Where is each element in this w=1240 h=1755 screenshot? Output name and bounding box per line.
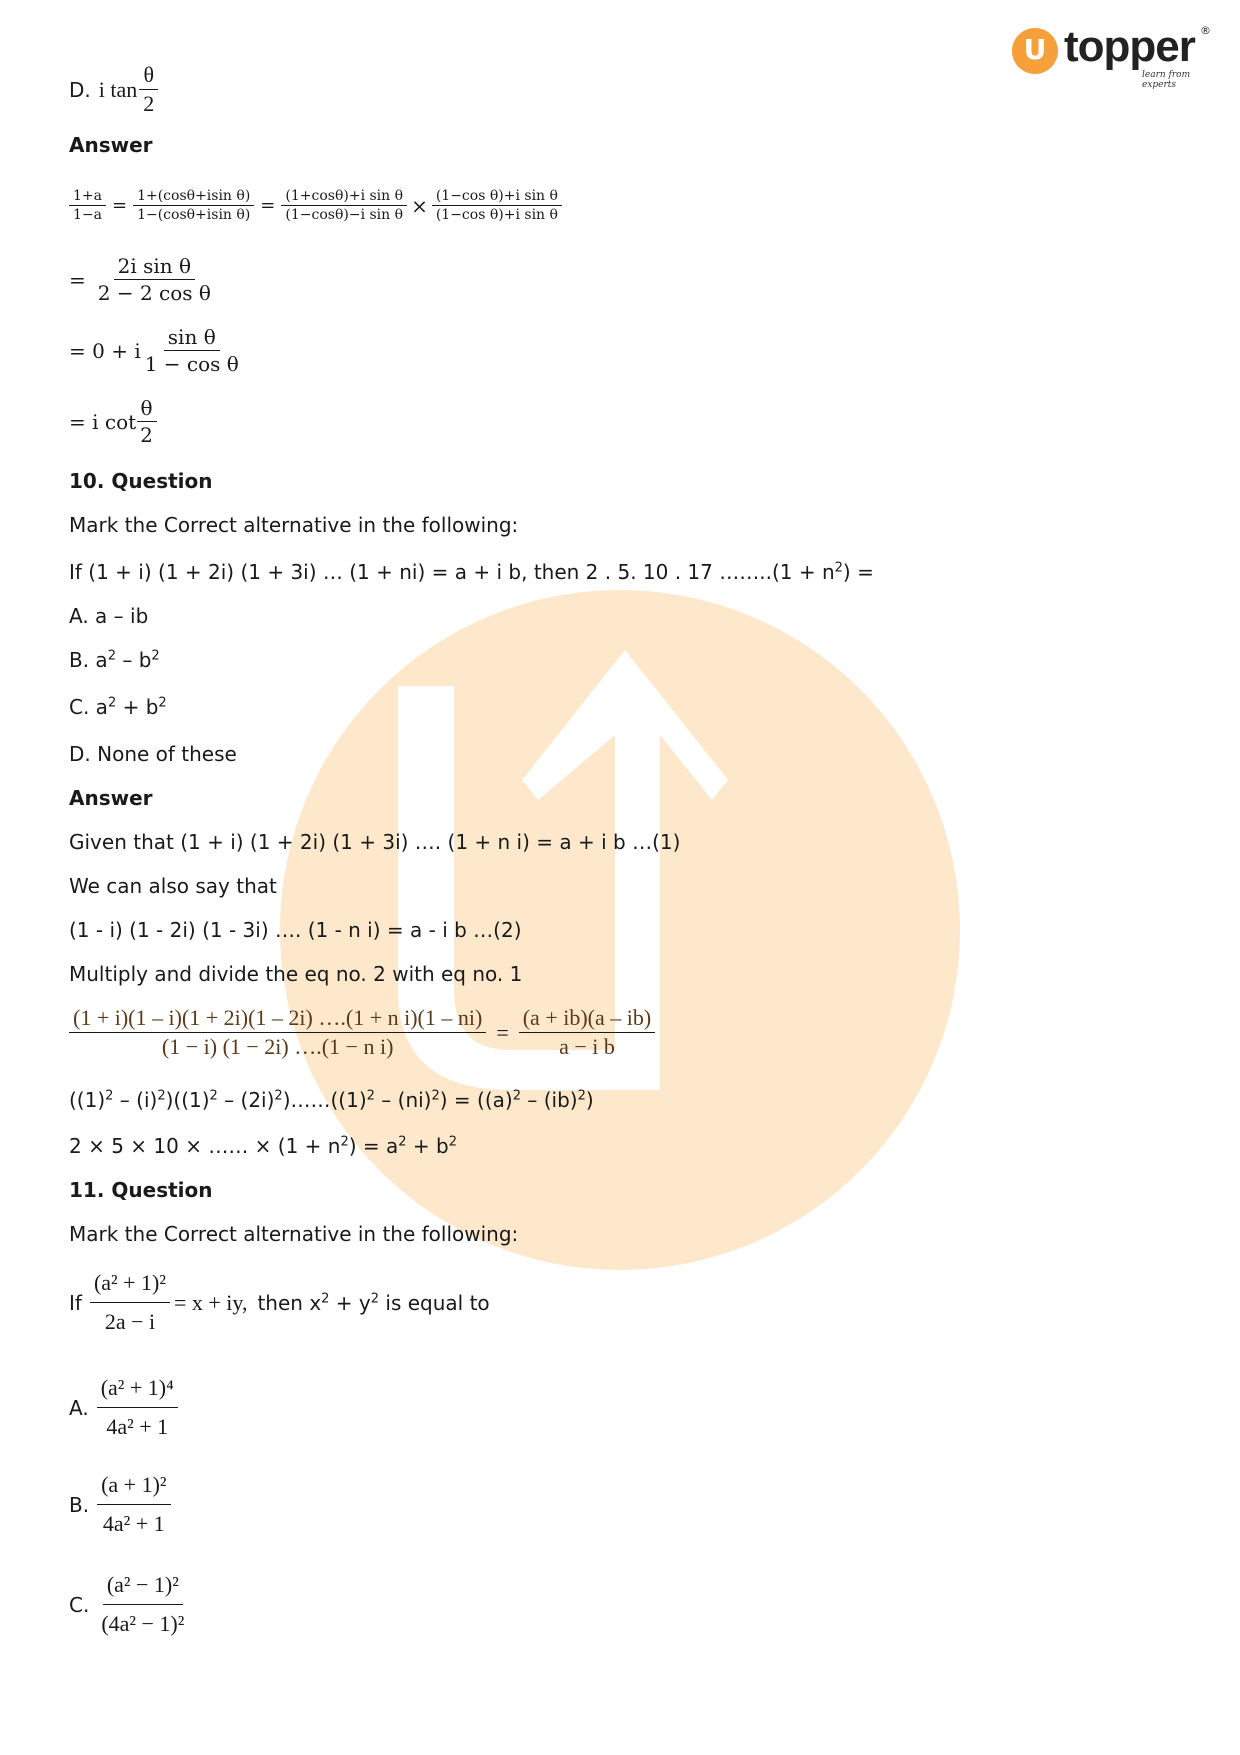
equals-sign: = [260, 195, 276, 216]
fraction-denominator: (4a² − 1)² [101, 1611, 185, 1636]
superscript: 2 [577, 1088, 586, 1104]
q11-instruction: Mark the Correct alternative in the following: [69, 1222, 519, 1246]
expr: )((1) [165, 1088, 210, 1112]
fraction-denominator: (1−cos θ)+i sin θ [435, 207, 558, 223]
fraction-numerator: (a + ib)(a – ib) [519, 1005, 655, 1033]
expr: ((1) [69, 1088, 106, 1112]
q10-stem-end: ) = [842, 560, 874, 584]
q10-answer-line-5 [69, 1088, 594, 1112]
logo-mark-icon: U [1012, 28, 1058, 74]
expr: then x [257, 1290, 322, 1315]
step-prefix: = i cot [69, 409, 137, 434]
superscript: 2 [209, 1088, 218, 1104]
superscript: 2 [431, 1088, 440, 1104]
expr: is equal to [379, 1290, 490, 1315]
q9-answer-heading: Answer [69, 133, 153, 157]
q9-option-d-label: D. [69, 77, 91, 102]
fraction-numerator: (1 + i)(1 – i)(1 + 2i)(1 – 2i) ….(1 + n i)(1 – ni) [69, 1005, 486, 1033]
fraction-regrouped [281, 188, 407, 223]
fraction-denominator: 1−(cosθ+isin θ) [137, 207, 251, 223]
q10-option-a: A. a – ib [69, 604, 149, 628]
q11-option-b-fraction [97, 1472, 170, 1537]
q10-answer-line-3: (1 - i) (1 - 2i) (1 - 3i) …. (1 - n i) = a - i b …(2) [69, 918, 522, 942]
option-text: B. a [69, 648, 108, 672]
equals-sign: = [111, 195, 128, 216]
expr: ) = a [348, 1134, 399, 1158]
fraction-theta-over-2 [136, 396, 157, 447]
q10-option-c [69, 695, 167, 719]
superscript: 2 [157, 1088, 166, 1104]
q10-answer-line-6 [69, 1134, 457, 1158]
equals-sign: = [69, 267, 86, 292]
q9-option-d [69, 62, 158, 117]
q10-answer-line-4: Multiply and divide the eq no. 2 with eq no. 1 [69, 962, 523, 986]
q10-option-b [69, 648, 160, 672]
superscript: 2 [398, 1134, 407, 1150]
step-prefix: = 0 + i [69, 338, 141, 363]
q11-stem-if: If [69, 1290, 82, 1315]
q11-option-c-fraction [97, 1572, 188, 1637]
superscript: 2 [158, 695, 167, 711]
fraction-1plusa-over-1minusa [69, 188, 106, 223]
times-sign: × [411, 193, 428, 218]
fraction-denominator: 1 − cos θ [144, 352, 239, 376]
superscript: 2 [107, 648, 116, 664]
superscript: 2 [366, 1088, 375, 1104]
superscript: 2 [340, 1134, 349, 1150]
expr: – (i) [113, 1088, 158, 1112]
q9-answer-step-2 [69, 254, 215, 305]
q11-option-b [69, 1472, 171, 1537]
fraction-numerator: (a² + 1)² [90, 1270, 170, 1303]
q10-heading: 10. Question [69, 469, 213, 493]
fraction-numerator: 2i sin θ [114, 254, 195, 280]
fraction-numerator: θ [139, 62, 158, 90]
expr: – (2i) [217, 1088, 275, 1112]
fraction-denominator: 1−a [73, 207, 102, 223]
fraction-denominator: (1 − i) (1 − 2i) ….(1 − n i) [161, 1034, 394, 1059]
q10-answer-line-2: We can also say that [69, 874, 277, 898]
expr: )……((1) [282, 1088, 367, 1112]
option-text: + b [116, 695, 159, 719]
fraction-denominator: 2 [140, 423, 153, 447]
fraction-2isin-over-2minus2cos [94, 254, 215, 305]
q9-option-d-fraction [139, 62, 158, 117]
fraction-denominator: 2 − 2 cos θ [97, 281, 211, 305]
fraction-denominator: 4a² + 1 [106, 1414, 169, 1439]
q10-stem [69, 560, 874, 584]
q10-instruction: Mark the Correct alternative in the following: [69, 513, 519, 537]
option-text: – b [115, 648, 152, 672]
fraction-conjugate [432, 188, 562, 223]
fraction-sin-over-1minuscos [141, 325, 243, 376]
fraction-numerator: (a² − 1)² [103, 1572, 183, 1605]
logo-wordmark: topper [1064, 22, 1195, 71]
q11-stem-tail [257, 1291, 489, 1315]
q11-option-c [69, 1572, 188, 1637]
expr: – (ib) [521, 1088, 578, 1112]
expr: 2 × 5 × 10 × …… × (1 + n [69, 1134, 341, 1158]
q11-stem-equals: = x + iy, [173, 1289, 248, 1315]
q9-answer-step-3 [69, 325, 243, 376]
option-text: C. a [69, 695, 108, 719]
superscript: 2 [107, 695, 117, 711]
superscript: 2 [274, 1088, 283, 1104]
superscript: 2 [370, 1290, 380, 1306]
fraction-numerator: sin θ [164, 325, 220, 351]
fraction-numerator: (a² + 1)⁴ [97, 1375, 178, 1408]
option-label: C. [69, 1592, 90, 1617]
fraction-numerator: 1+(cosθ+isin θ) [133, 188, 254, 206]
expr: + y [329, 1290, 371, 1315]
expr: – (ni) [374, 1088, 432, 1112]
superscript: 2 [321, 1290, 330, 1306]
fraction-denominator: 2 [143, 91, 155, 116]
q10-answer-fraction-equation [69, 1005, 655, 1060]
q11-stem-fraction [90, 1270, 170, 1335]
fraction-denominator: (1−cosθ)−i sin θ [285, 207, 404, 223]
fraction-numerator: 1+a [69, 188, 106, 206]
q9-answer-step-4 [69, 396, 157, 447]
fraction-numerator: (a + 1)² [97, 1472, 170, 1505]
topper-logo [1012, 22, 1212, 90]
expr: + b [406, 1134, 449, 1158]
fraction-numerator: θ [137, 396, 157, 422]
logo-tagline: learn from experts [1142, 70, 1191, 90]
q10-option-d: D. None of these [69, 742, 237, 766]
fraction-numerator: (1+cosθ)+i sin θ [281, 188, 407, 206]
fraction-cis-substitution [133, 188, 254, 223]
logo-registered-mark: ® [1200, 24, 1211, 37]
q10-answer-heading: Answer [69, 786, 153, 810]
fraction-denominator: 4a² + 1 [102, 1511, 165, 1536]
q11-option-a [69, 1375, 178, 1440]
fraction-denominator: a − i b [559, 1034, 615, 1059]
q11-heading: 11. Question [69, 1178, 213, 1202]
superscript: 2 [151, 648, 160, 664]
q11-option-a-fraction [97, 1375, 178, 1440]
expr: ) [585, 1088, 594, 1112]
q9-option-d-prefix: i tan [98, 76, 138, 102]
equals-sign: = [496, 1019, 509, 1045]
superscript: 2 [512, 1088, 521, 1104]
superscript: 2 [105, 1088, 114, 1104]
option-label: B. [69, 1492, 90, 1517]
q10-stem-text: If (1 + i) (1 + 2i) (1 + 3i) … (1 + ni) = a + i b, then 2 . 5. 10 . 17 ……..(1 + n [69, 560, 835, 584]
option-label: A. [69, 1395, 89, 1420]
fraction-product-over-conjugates [69, 1005, 486, 1060]
fraction-numerator: (1−cos θ)+i sin θ [432, 188, 562, 206]
q9-answer-step-1 [69, 188, 562, 223]
q11-stem [69, 1270, 490, 1335]
fraction-ab-product [519, 1005, 655, 1060]
expr: ) = ((a) [439, 1088, 513, 1112]
fraction-denominator: 2a − i [104, 1309, 156, 1334]
superscript: 2 [834, 560, 843, 576]
q10-answer-line-1: Given that (1 + i) (1 + 2i) (1 + 3i) …. (1 + n i) = a + i b …(1) [69, 830, 681, 854]
superscript: 2 [448, 1134, 458, 1150]
